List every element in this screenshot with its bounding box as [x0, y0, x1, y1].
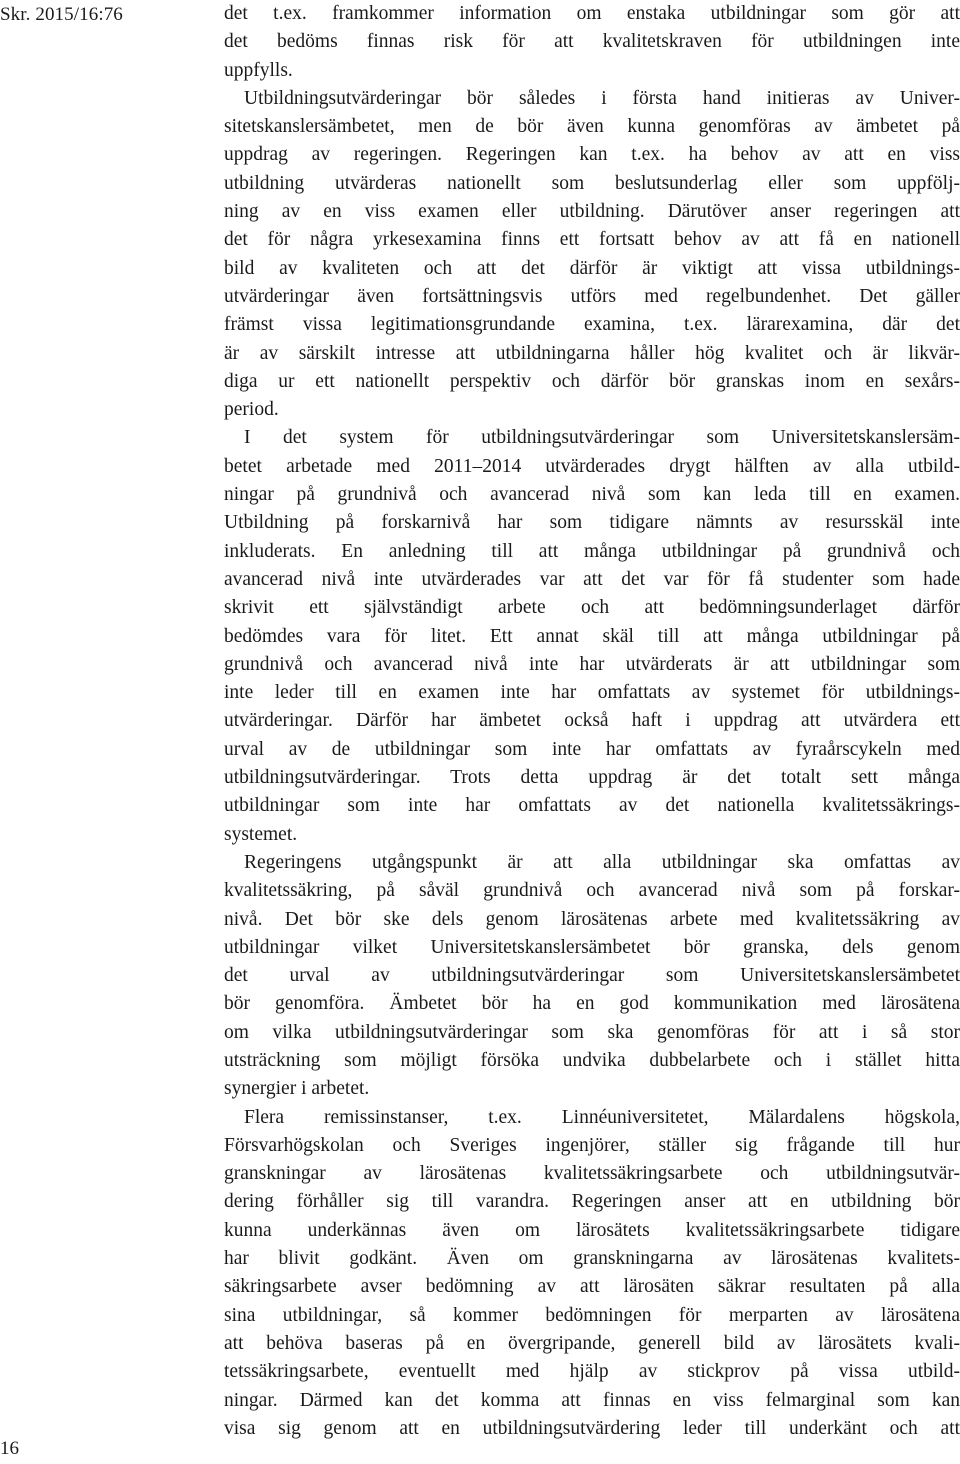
- text-line: kunna underkännas även om lärosätets kvalitetssäkringsarbete tidigare: [224, 1219, 960, 1241]
- text-line: tetssäkringsarbete, eventuellt med hjälp av stickprov på vissa utbild-: [224, 1361, 960, 1383]
- paragraph-4: [224, 849, 960, 1104]
- body-text: [224, 0, 960, 1443]
- text-line: utvärderingar även fortsättningsvis utförs med regelbundenhet. Det gäller: [224, 285, 960, 307]
- text-line: utsträckning som möjligt försöka undvika dubbelarbete och i stället hitta: [224, 1049, 960, 1071]
- text-line: avancerad nivå inte utvärderades var att det var för få studenter som hade: [224, 568, 960, 590]
- text-line: uppdrag av regeringen. Regeringen kan t.ex. ha behov av att en viss: [224, 144, 960, 166]
- text-line: grundnivå och avancerad nivå inte har utvärderats är att utbildningar som: [224, 653, 960, 675]
- text-line: inkluderats. En anledning till att många utbildningar på grundnivå och: [224, 540, 960, 562]
- text-line: utbildningsutvärderingar. Trots detta uppdrag är det totalt sett många: [224, 767, 960, 789]
- text-line: bedömdes vara för litet. Ett annat skäl till att många utbildningar på: [224, 625, 960, 647]
- text-line: främst vissa legitimationsgrundande examina, t.ex. lärarexamina, där det: [224, 314, 960, 336]
- page-number: 16: [0, 1438, 19, 1459]
- text-line: visa sig genom att en utbildningsutvärdering leder till underkänt och att: [224, 1417, 960, 1439]
- text-line: systemet.: [224, 823, 298, 845]
- text-line: skrivit ett självständigt arbete och att bedömningsunderlaget därför: [224, 597, 960, 619]
- text-line: sitetskanslersämbetet, men de bör även kunna genomföras av ämbetet på: [224, 116, 960, 138]
- paragraph-1: [224, 0, 960, 85]
- text-line: ningar. Därmed kan det komma att finnas en viss felmarginal som kan: [224, 1389, 960, 1411]
- paragraph-5: [224, 1104, 960, 1444]
- text-line: urval av de utbildningar som inte har omfattats av fyraårscykeln med: [224, 738, 960, 760]
- text-line: nivå. Det bör ske dels genom lärosätenas arbete med kvalitetssäkring av: [224, 908, 960, 930]
- text-line: kvalitetssäkring, på såväl grundnivå och avancerad nivå som på forskar-: [224, 880, 960, 902]
- text-line: Utbildningsutvärderingar bör således i första hand initieras av Univer-: [244, 87, 960, 109]
- text-line: granskningar av lärosätenas kvalitetssäkringsarbete och utbildningsutvär-: [224, 1163, 960, 1185]
- text-line: säkringsarbete avser bedömning av att lärosäten säkrar resultaten på alla: [224, 1276, 960, 1298]
- paragraph-3: [224, 424, 960, 848]
- text-line: diga ur ett nationellt perspektiv och därför bör granskas inom en sexårs-: [224, 370, 960, 392]
- text-line: utbildningar som inte har omfattats av det nationella kvalitetssäkrings-: [224, 795, 960, 817]
- text-line: period.: [224, 399, 279, 421]
- text-line: utvärderingar. Därför har ämbetet också haft i uppdrag att utvärdera ett: [224, 710, 960, 732]
- text-line: uppfylls.: [224, 59, 293, 81]
- text-line: det för några yrkesexamina finns ett fortsatt behov av att få en nationell: [224, 229, 960, 251]
- text-line: inte leder till en examen inte har omfattats av systemet för utbildnings-: [224, 682, 960, 704]
- document-reference: Skr. 2015/16:76: [0, 4, 123, 25]
- paragraph-2: [224, 85, 960, 425]
- text-line: att behöva baseras på en övergripande, generell bild av lärosätets kvali-: [224, 1332, 960, 1354]
- text-line: om vilka utbildningsutvärderingar som ska genomföras för att i så stor: [224, 1021, 960, 1043]
- text-line: I det system för utbildningsutvärderingar som Universitetskanslersäm-: [244, 427, 960, 449]
- text-line: ning av en viss examen eller utbildning. Därutöver anser regeringen att: [224, 201, 960, 223]
- text-line: Regeringens utgångspunkt är att alla utbildningar ska omfattas av: [244, 851, 960, 873]
- text-line: det urval av utbildningsutvärderingar som Universitetskanslersämbetet: [224, 965, 960, 987]
- text-line: det t.ex. framkommer information om enstaka utbildningar som gör att: [224, 3, 960, 24]
- text-line: synergier i arbetet.: [224, 1078, 370, 1100]
- text-line: betet arbetade med 2011–2014 utvärderades drygt hälften av alla utbild-: [224, 455, 960, 477]
- text-line: dering förhåller sig till varandra. Regeringen anser att en utbildning bör: [224, 1191, 960, 1213]
- text-line: bör genomföra. Ämbetet bör ha en god kommunikation med lärosätena: [224, 993, 960, 1015]
- text-line: Flera remissinstanser, t.ex. Linnéuniversitetet, Mälardalens högskola,: [244, 1106, 960, 1128]
- text-line: ningar på grundnivå och avancerad nivå som kan leda till en examen.: [224, 484, 960, 506]
- text-line: Försvarhögskolan och Sveriges ingenjörer, ställer sig frågande till hur: [224, 1134, 960, 1156]
- text-line: bild av kvaliteten och att det därför är viktigt att vissa utbildnings-: [224, 257, 960, 279]
- text-line: har blivit godkänt. Även om granskningarna av lärosätenas kvalitets-: [224, 1248, 960, 1270]
- text-line: utbildning utvärderas nationellt som beslutsunderlag eller som uppfölj-: [224, 172, 960, 194]
- text-line: sina utbildningar, så kommer bedömningen för merparten av lärosätena: [224, 1304, 960, 1326]
- text-line: utbildningar vilket Universitetskanslersämbetet bör granska, dels genom: [224, 936, 960, 958]
- text-line: Utbildning på forskarnivå har som tidigare nämnts av resursskäl inte: [224, 512, 960, 534]
- text-line: det bedöms finnas risk för att kvalitetskraven för utbildningen inte: [224, 31, 960, 53]
- text-line: är av särskilt intresse att utbildningarna håller hög kvalitet och är likvär-: [224, 342, 960, 364]
